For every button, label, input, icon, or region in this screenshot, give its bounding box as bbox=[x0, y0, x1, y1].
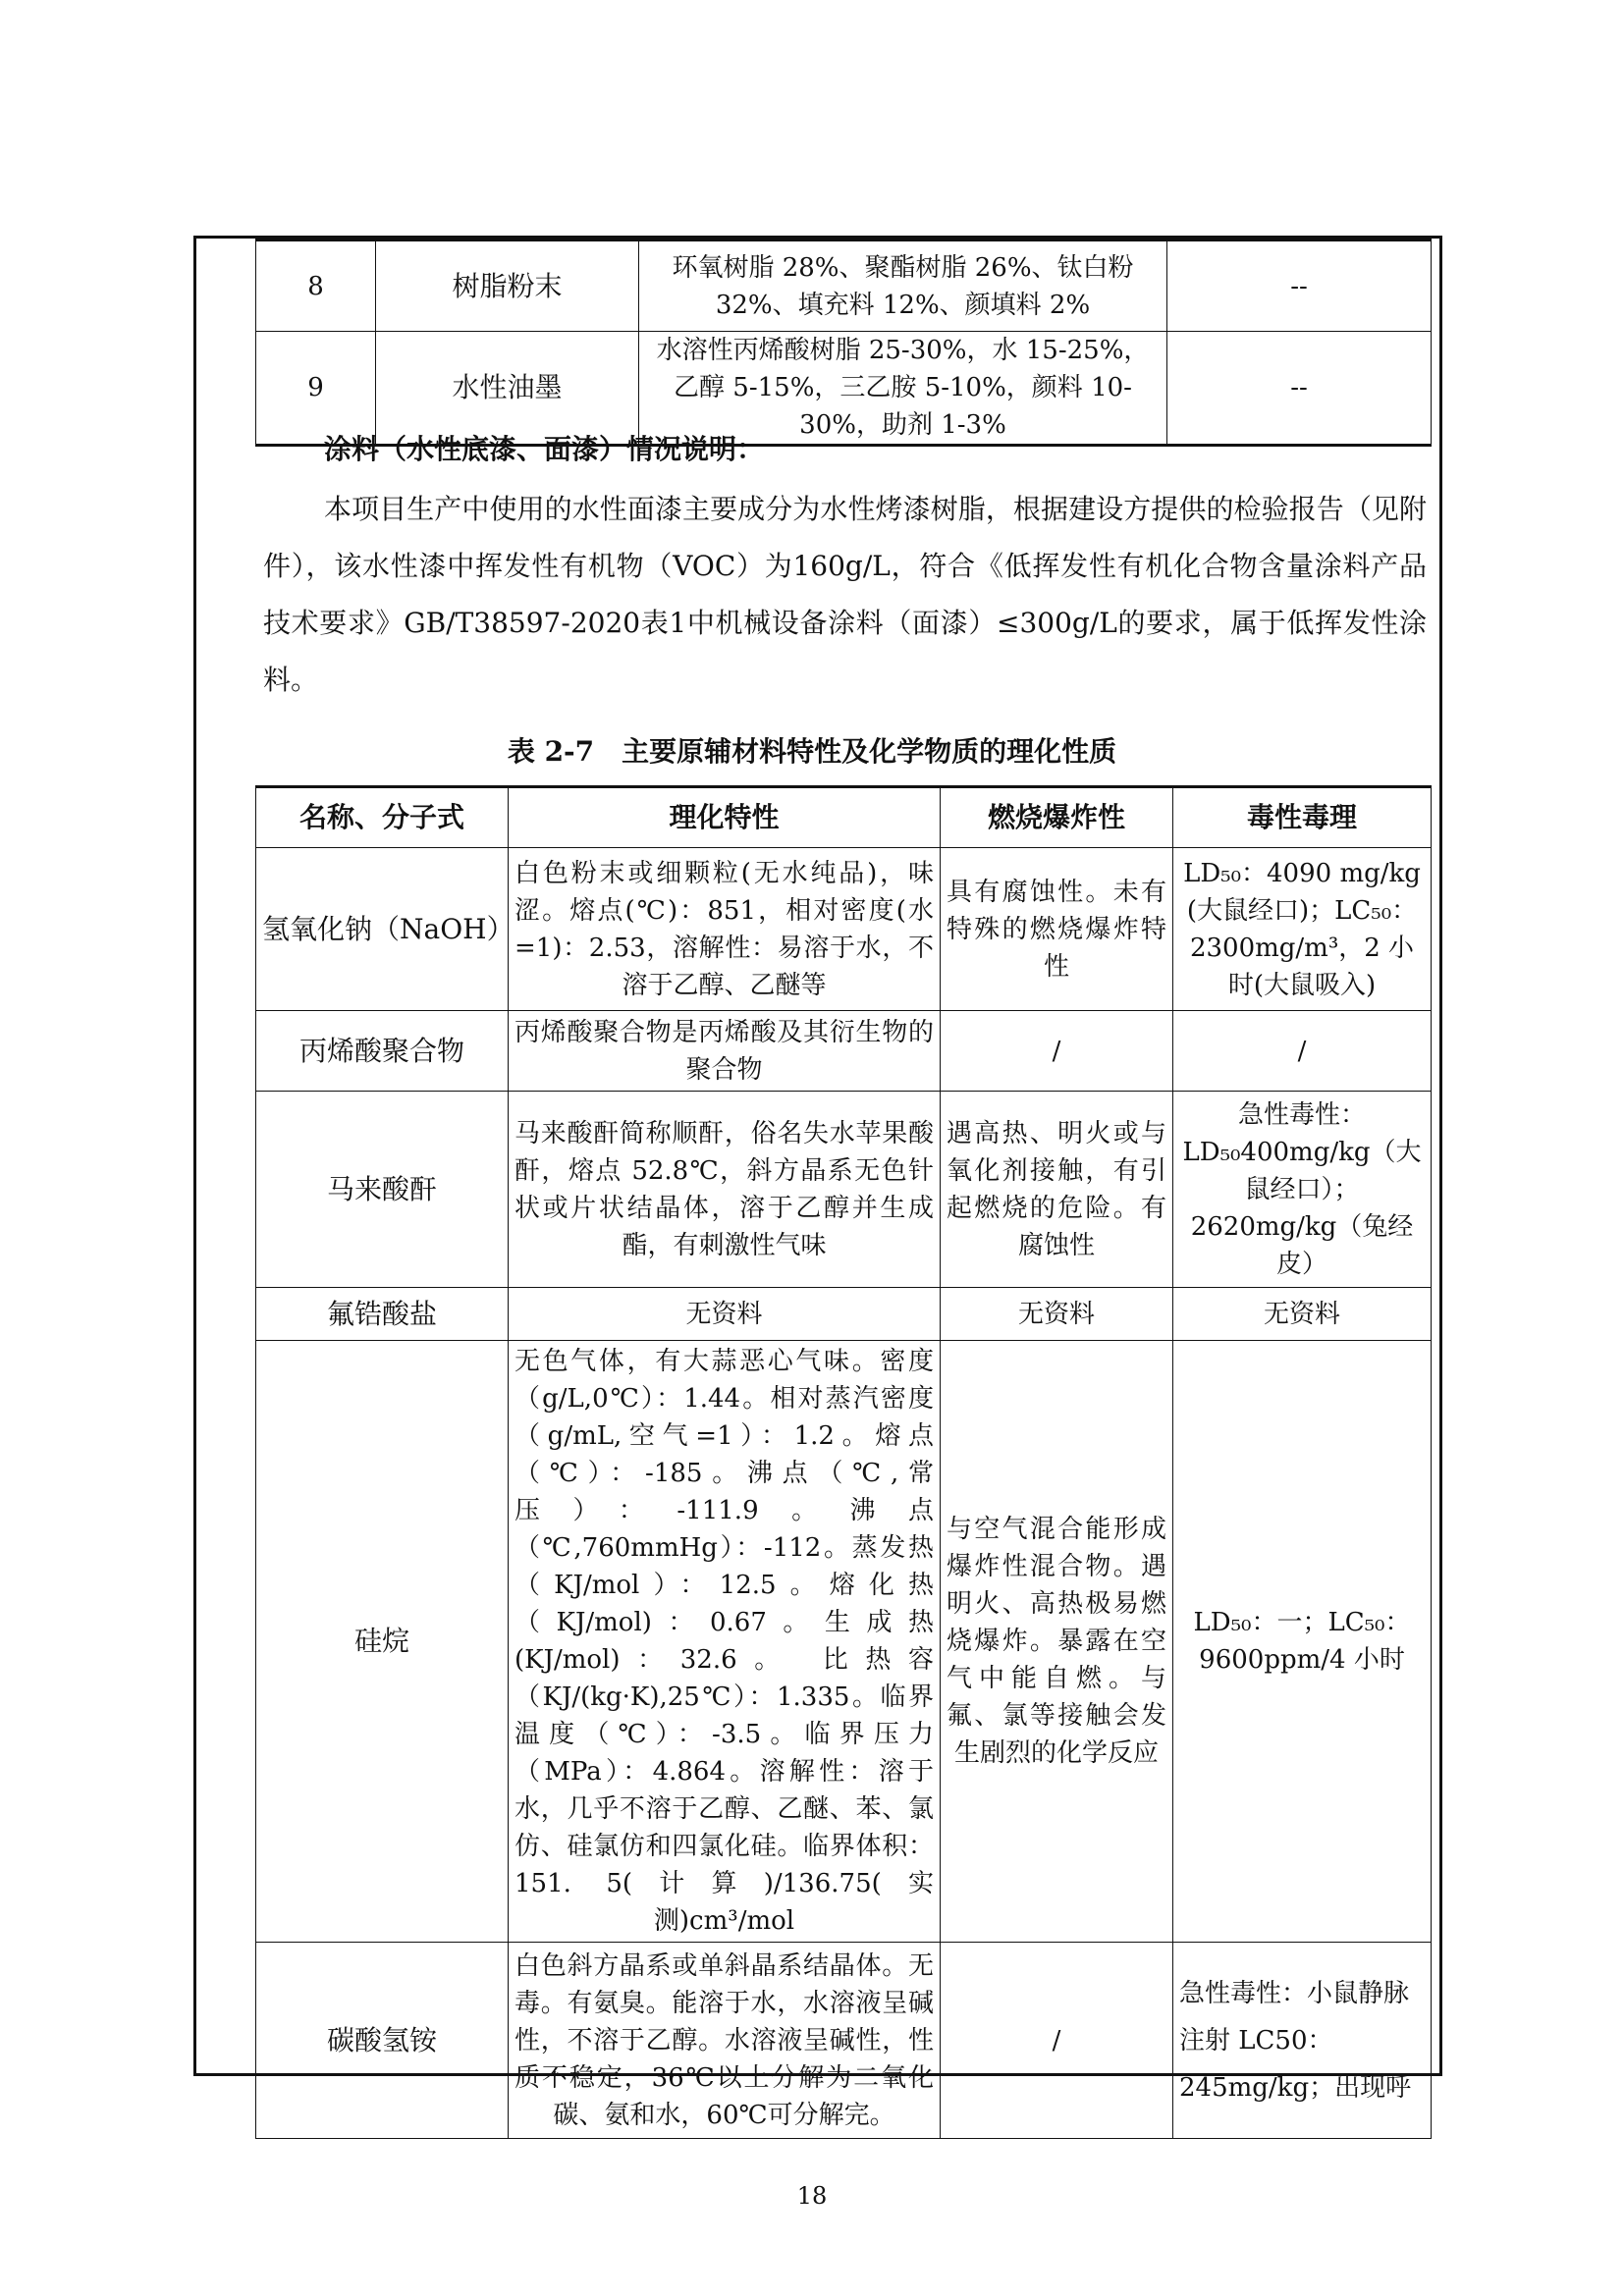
chemical-name: 碳酸氢铵 bbox=[256, 1943, 509, 2139]
material-note: -- bbox=[1167, 332, 1432, 446]
chemical-name: 马来酸酐 bbox=[256, 1092, 509, 1288]
table-row bbox=[256, 1341, 1432, 1943]
chemical-properties: 无资料 bbox=[509, 1288, 941, 1341]
chemical-properties: 无色气体，有大蒜恶心气味。密度（g/L,0℃）：1.44。相对蒸汽密度（g/mL,空气=1）：1.2。熔点（℃）：-185。沸点（℃,常压）：-111.9。沸点（℃,760mmHg）：-112。蒸发热（KJ/mol）：12.5。熔化热（KJ/mol)：0.67。生成热(KJ/mol)：32.6。 比热容（KJ/(kg·K),25℃）：1.335。临界温度（℃）：-3.5。临界压力（MPa）：4.864。溶解性：溶于水，几乎不溶于乙醇、乙醚、苯、氯仿、硅氯仿和四氯化硅。临界体积：151. 5(计算)/136.75(实测)cm³/mol bbox=[509, 1341, 941, 1943]
table-row bbox=[256, 1943, 1432, 2139]
chemical-properties: 白色粉末或细颗粒(无水纯品)，味涩。熔点(℃)：851，相对密度(水=1)：2.53，溶解性：易溶于水，不溶于乙醇、乙醚等 bbox=[509, 848, 941, 1011]
chemical-toxicity: 急性毒性：LD₅₀400mg/kg（大鼠经口）；2620mg/kg（兔经皮） bbox=[1173, 1092, 1432, 1288]
chemical-name: 硅烷 bbox=[256, 1341, 509, 1943]
page-number: 18 bbox=[796, 2182, 828, 2210]
column-header-name: 名称、分子式 bbox=[256, 787, 509, 848]
material-composition: 环氧树脂 28%、聚酯树脂 26%、钛白粉 32%、填充料 12%、颜填料 2% bbox=[639, 240, 1167, 332]
table-row bbox=[256, 1288, 1432, 1341]
table-row bbox=[256, 1011, 1432, 1092]
table-header-row bbox=[256, 787, 1432, 848]
chemical-toxicity: 无资料 bbox=[1173, 1288, 1432, 1341]
chemical-name: 氟锆酸盐 bbox=[256, 1288, 509, 1341]
row-number: 9 bbox=[256, 332, 376, 446]
chemical-toxicity: LD₅₀：4090 mg/kg (大鼠经口)；LC₅₀：2300mg/m³，2 小时(大鼠吸入) bbox=[1173, 848, 1432, 1011]
chemical-toxicity: LD₅₀：一；LC₅₀：9600ppm/4 小时 bbox=[1173, 1341, 1432, 1943]
row-number: 8 bbox=[256, 240, 376, 332]
chemical-flammability: 与空气混合能形成爆炸性混合物。遇明火、高热极易燃烧爆炸。暴露在空气中能自燃。与氟、氯等接触会发生剧烈的化学反应 bbox=[941, 1341, 1173, 1943]
material-name: 树脂粉末 bbox=[376, 240, 639, 332]
column-header-properties: 理化特性 bbox=[509, 787, 941, 848]
chemical-properties: 白色斜方晶系或单斜晶系结晶体。无毒。有氨臭。能溶于水，水溶液呈碱性，不溶于乙醇。水溶液呈碱性，性质不稳定，36℃以上分解为二氧化碳、氨和水，60℃可分解完。 bbox=[509, 1943, 941, 2139]
chemical-properties: 丙烯酸聚合物是丙烯酸及其衍生物的聚合物 bbox=[509, 1011, 941, 1092]
chemical-toxicity: / bbox=[1173, 1011, 1432, 1092]
coating-note-body: 本项目生产中使用的水性面漆主要成分为水性烤漆树脂，根据建设方提供的检验报告（见附件），该水性漆中挥发性有机物（VOC）为160g/L，符合《低挥发性有机化合物含量涂料产品技术要求》GB/T38597-2020表1中机械设备涂料（面漆）≤300g/L的要求，属于低挥发性涂料。 bbox=[263, 493, 1427, 696]
table-caption: 表 2-7 主要原辅材料特性及化学物质的理化性质 bbox=[507, 735, 1117, 768]
table-row bbox=[256, 240, 1432, 332]
column-header-toxicity: 毒性毒理 bbox=[1173, 787, 1432, 848]
material-note: -- bbox=[1167, 240, 1432, 332]
chemical-flammability: / bbox=[941, 1943, 1173, 2139]
chemical-flammability: 遇高热、明火或与氧化剂接触，有引起燃烧的危险。有腐蚀性 bbox=[941, 1092, 1173, 1288]
chemical-flammability: 具有腐蚀性。未有特殊的燃烧爆炸特性 bbox=[941, 848, 1173, 1011]
chemical-toxicity: 急性毒性：小鼠静脉注射 LC50：245mg/kg；出现呼 bbox=[1173, 1943, 1432, 2139]
chemical-flammability: 无资料 bbox=[941, 1288, 1173, 1341]
table-row bbox=[256, 848, 1432, 1011]
chemical-properties: 马来酸酐简称顺酐，俗名失水苹果酸酐，熔点 52.8℃，斜方晶系无色针状或片状结晶体，溶于乙醇并生成酯，有刺激性气味 bbox=[509, 1092, 941, 1288]
material-composition: 水溶性丙烯酸树脂 25-30%，水 15-25%，乙醇 5-15%，三乙胺 5-10%，颜料 10-30%，助剂 1-3% bbox=[639, 332, 1167, 446]
material-name: 水性油墨 bbox=[376, 332, 639, 446]
coating-note-title: 涂料（水性底漆、面漆）情况说明： bbox=[324, 433, 765, 465]
chemical-flammability: / bbox=[941, 1011, 1173, 1092]
chemical-name: 丙烯酸聚合物 bbox=[256, 1011, 509, 1092]
materials-table-continued bbox=[255, 239, 1432, 447]
chemical-name: 氢氧化钠（NaOH） bbox=[256, 848, 509, 1011]
chemical-properties-table bbox=[255, 785, 1432, 2139]
table-row bbox=[256, 1092, 1432, 1288]
column-header-flammability: 燃烧爆炸性 bbox=[941, 787, 1173, 848]
